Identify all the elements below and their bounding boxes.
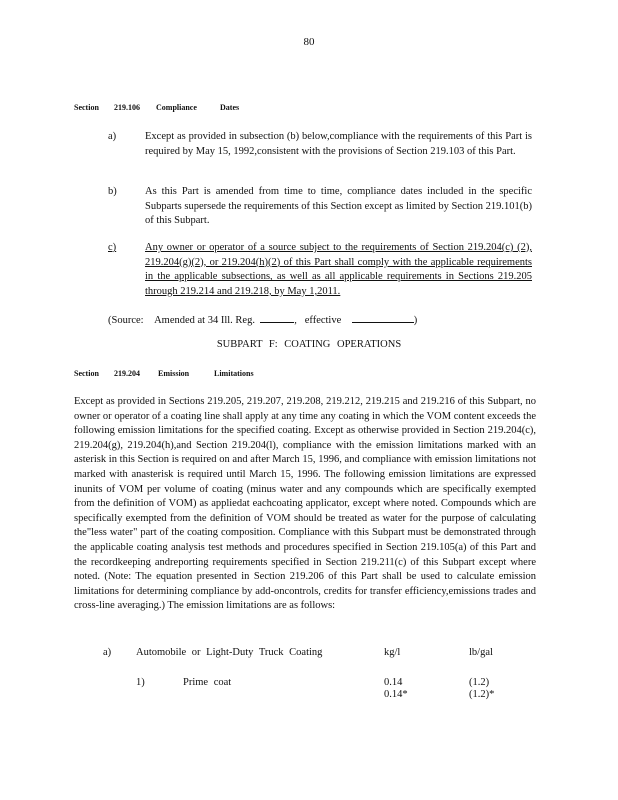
source-comma: , (294, 315, 297, 326)
section-title-word: Emission (158, 369, 190, 378)
source-close: ) (413, 315, 418, 326)
table-cell-kg: 0.14 (384, 677, 403, 688)
section-label: Section (74, 369, 99, 378)
table-cell-lb: (1.2) (469, 677, 490, 688)
item-text-a: Except as provided in subsection (b) below,compliance with the requirements of this Part is required by May 15, 1992,consistent with the provisions of Section 219.103 of this Part. (145, 131, 532, 157)
subpart-title: SUBPART F: COATING OPERATIONS (216, 339, 402, 350)
register-blank (260, 312, 294, 323)
table-row-label: Prime coat (183, 677, 232, 688)
section-title-word: Compliance (156, 103, 197, 112)
source-amended: Amended at 34 Ill. Reg. (154, 315, 255, 326)
source-prefix: (Source: (108, 315, 144, 326)
col-header-kg: kg/l (384, 647, 401, 658)
item-marker-a: a) (108, 131, 117, 142)
item-marker-c: c) (108, 242, 117, 253)
table-row-number: 1) (136, 677, 145, 688)
item-marker-b: b) (108, 186, 117, 197)
item-text-b: As this Part is amended from time to time, compliance dates included in the specific Subparts supersede the requirements of this Section except as limited by Section 219.101(b) of this Subpart. (145, 186, 532, 227)
item-text-c: Any owner or operator of a source subject to the requirements of Section 219.204(c) (2), 219.204(g)(2), or 219.204(h)(2) of this Part shall comply with the applicable requirements in the applicable subsections, as well as all applicable requirements in Sections 219.205 through 219.214 and 219.218, by May 1,2011. (145, 242, 532, 297)
section-number: 219.204 (114, 369, 140, 378)
page-number: 80 (303, 36, 315, 48)
col-header-lb: lb/gal (469, 647, 493, 658)
table-cell-kg: 0.14* (384, 689, 408, 700)
source-note (108, 312, 417, 326)
section-number: 219.106 (114, 103, 140, 112)
section-label: Section (74, 103, 99, 112)
table-cell-lb: (1.2)* (469, 689, 495, 700)
source-effective: effective (304, 315, 342, 326)
section-204-body: Except as provided in Sections 219.205, 219.207, 219.208, 219.212, 219.215 and 219.216 of this Subpart, no owner or operator of a coating line shall apply at any time any coating in which the VOM content exceeds the following emission limitations for the specified coating. Except as otherwise provided in Section 219.204(c), 219.204(g), 219.204(h),and Section 219.204(l), compliance with the emission limitations marked with an asterisk in this Section is required on and after March 15, 1996, and compliance with emission limitations not marked with anasterisk is required until March 15, 1996. The following emission limitations are expressed inunits of VOM per volume of coating (minus water and any compounds which are specifically exempted from the definition of VOM) as appliedat eachcoating applicator, except where noted. Compounds which are specifically exempted from the definition of VOM should be treated as water for the purpose of calculating the"less water" part of the coating composition. Compliance with this Subpart must be demonstrated through the applicable coating analysis test methods and procedures specified in Section 219.105(a) of this Part and the recordkeeping andreporting requirements specified in Section 219.211(c) of this Subpart except where noted. (Note: The equation presented in Section 219.206 of this Part shall be used to calculate emission limitations for determining compliance by add-oncontrols, credits for transfer efficiency,emissions trades and cross-line averaging.) The emission limitations are as follows: (74, 396, 536, 612)
section-title-word: Limitations (214, 369, 254, 378)
table-marker: a) (103, 647, 112, 658)
section-title-word: Dates (220, 103, 240, 112)
effective-date-blank (352, 312, 414, 323)
section-heading-106 (74, 103, 239, 112)
section-heading-204 (74, 369, 254, 378)
table-title: Automobile or Light-Duty Truck Coating (136, 647, 323, 658)
